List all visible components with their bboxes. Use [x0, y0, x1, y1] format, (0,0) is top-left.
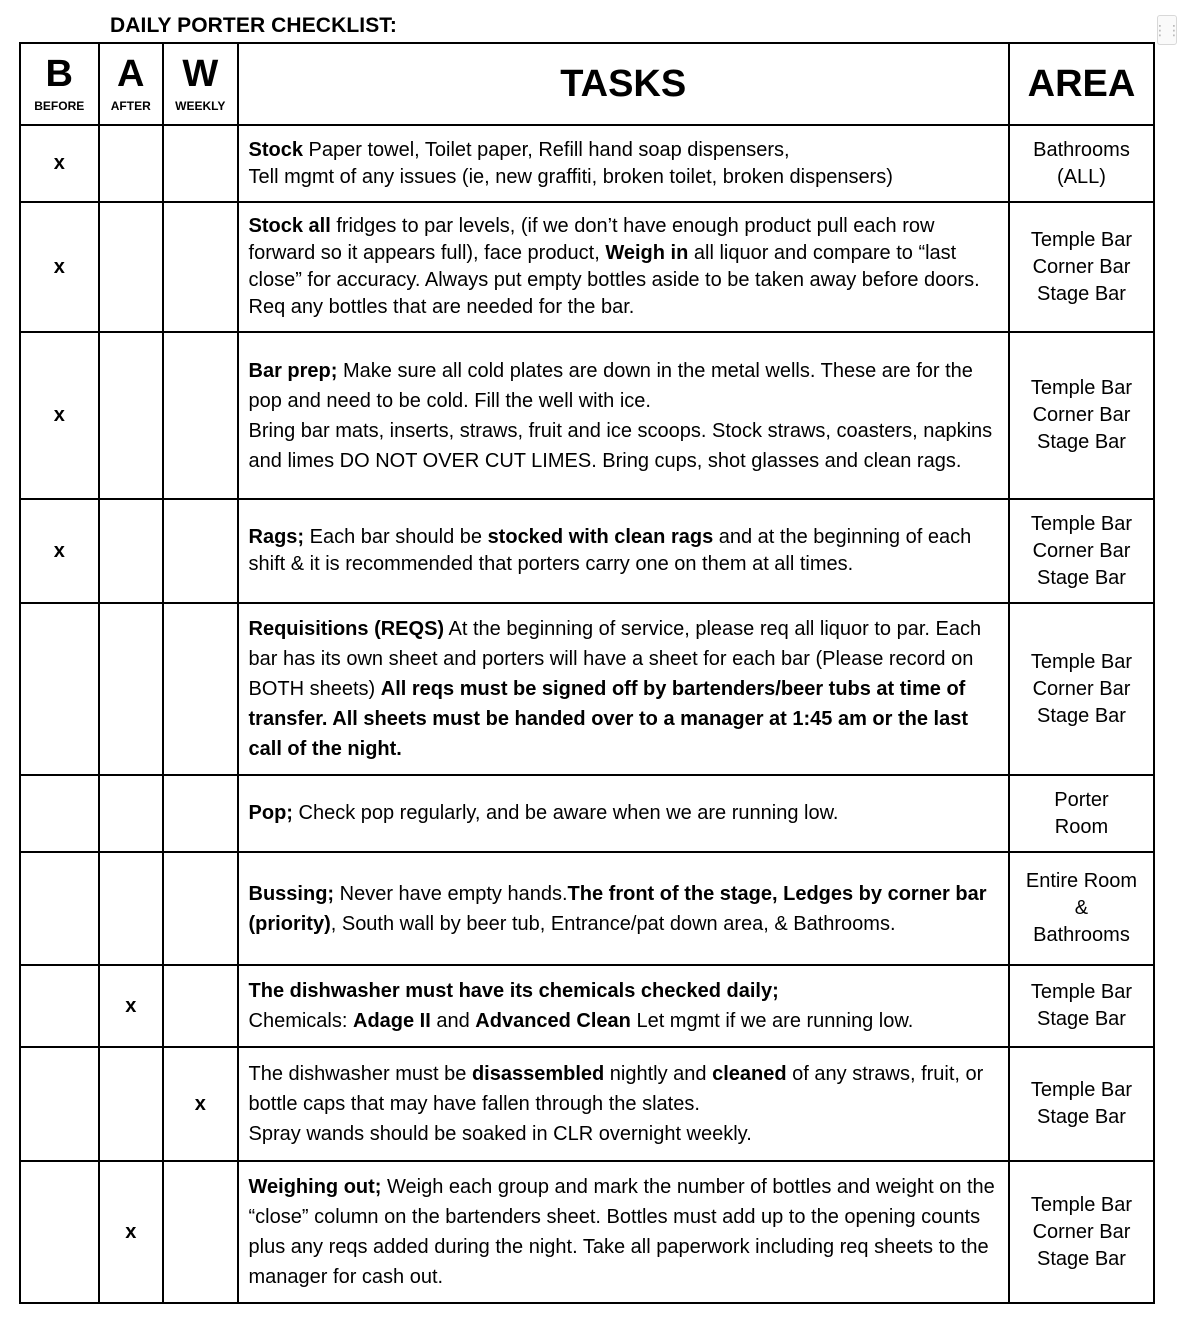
task-text: Each bar should be — [304, 526, 488, 548]
table-row — [20, 202, 1154, 332]
table-row — [20, 499, 1154, 603]
check-cell-weekly[interactable] — [163, 125, 238, 202]
task-text: Chemicals: — [248, 1010, 353, 1032]
task-text: Make sure all cold plates are down in the metal wells. These are for the pop and need to be cold. Fill the well with ice. — [248, 359, 973, 412]
task-text-bold: stocked with clean rags — [487, 526, 714, 548]
task-text: The dishwasher must be — [248, 1063, 472, 1085]
table-row — [20, 775, 1154, 852]
area-line: Temple Bar — [1030, 650, 1133, 673]
task-text: , South wall by beer tub, Entrance/pat down area, & Bathrooms. — [330, 912, 896, 935]
area-line: Stage Bar — [1037, 704, 1126, 727]
check-cell-before[interactable]: x — [20, 202, 99, 332]
task-text: Weigh each group and mark the number of bottles and weight on the “close” column on the bartenders sheet. Bottles must add up to the opening counts plus any reqs added during the night. Take all paperwork including req sheets to the manager for cash out. — [248, 1176, 995, 1288]
header-row — [20, 43, 1154, 125]
area-cell — [1009, 202, 1154, 332]
task-text-bold: Stock all — [248, 215, 331, 237]
task-text-bold: Advanced Clean — [475, 1010, 631, 1032]
check-cell-weekly[interactable] — [163, 965, 238, 1047]
area-line: (ALL) — [1057, 165, 1106, 188]
header-area: AREA — [1009, 43, 1154, 125]
check-cell-before[interactable] — [20, 1161, 99, 1303]
area-line: Temple Bar — [1030, 512, 1133, 535]
task-text-bold: Bar prep; — [248, 359, 338, 382]
check-cell-after[interactable] — [99, 125, 163, 202]
area-line: Temple Bar — [1030, 228, 1133, 251]
task-cell — [238, 775, 1009, 852]
check-cell-after[interactable] — [99, 852, 163, 965]
table-row — [20, 965, 1154, 1047]
task-text-bold: Requisitions (REQS) — [248, 618, 445, 640]
task-cell — [238, 1161, 1009, 1303]
task-text-bold: The front of the stage, Ledges by corner bar (priority) — [248, 882, 987, 935]
area-line: Stage Bar — [1037, 1008, 1126, 1030]
task-text: Check pop regularly, and be aware when we are running low. — [292, 802, 839, 824]
check-cell-before[interactable]: x — [20, 125, 99, 202]
table-row — [20, 1047, 1154, 1161]
area-cell — [1009, 775, 1154, 852]
area-line: Temple Bar — [1030, 377, 1133, 399]
task-text: Never have empty hands. — [334, 882, 568, 905]
area-line: Corner Bar — [1032, 1220, 1131, 1243]
check-cell-before[interactable] — [20, 965, 99, 1047]
area-line: Stage Bar — [1037, 1247, 1126, 1270]
task-text-bold: The dishwasher must have its chemicals checked daily; — [248, 980, 779, 1002]
task-text-bold: Weighing out; — [248, 1176, 382, 1198]
area-line: Stage Bar — [1037, 566, 1126, 589]
task-text: Tell mgmt of any issues (ie, new graffiti, broken toilet, broken dispensers) — [248, 165, 893, 188]
task-cell — [238, 1047, 1009, 1161]
check-cell-weekly[interactable] — [163, 775, 238, 852]
area-line: & — [1074, 897, 1089, 919]
check-cell-after[interactable] — [99, 775, 163, 852]
task-text-bold: disassembled — [471, 1063, 605, 1085]
task-cell — [238, 965, 1009, 1047]
check-cell-weekly[interactable] — [163, 332, 238, 499]
area-cell — [1009, 852, 1154, 965]
area-line: Corner Bar — [1032, 539, 1131, 562]
header-before — [20, 43, 99, 125]
task-cell — [238, 603, 1009, 775]
area-line: Room — [1054, 815, 1109, 838]
check-cell-weekly[interactable] — [163, 1161, 238, 1303]
check-cell-after[interactable]: x — [99, 1161, 163, 1303]
table-row — [20, 603, 1154, 775]
area-line: Bathrooms — [1033, 924, 1130, 946]
check-cell-before[interactable] — [20, 852, 99, 965]
task-text-bold: Weigh in — [605, 242, 689, 264]
check-cell-weekly[interactable] — [163, 852, 238, 965]
page-title: DAILY PORTER CHECKLIST: — [110, 14, 397, 37]
area-line: Corner Bar — [1032, 404, 1131, 426]
header-weekly-letter: W — [182, 53, 219, 95]
check-cell-weekly[interactable] — [163, 499, 238, 603]
task-text-bold: All reqs must be signed off by bartenders/beer tubs at time of transfer. All sheets must be handed over to a manager at 1:45 am or the last call of the night. — [248, 678, 969, 760]
task-text: and at the beginning of each shift & it is recommended that porters carry one on them at all times. — [248, 526, 972, 575]
area-cell — [1009, 332, 1154, 499]
task-text: Spray wands should be soaked in CLR overnight weekly. — [248, 1123, 752, 1145]
check-cell-before[interactable] — [20, 603, 99, 775]
task-text-bold: Bussing; — [248, 882, 335, 905]
task-text: Paper towel, Toilet paper, Refill hand soap dispensers, — [302, 138, 790, 161]
header-weekly-label: WEEKLY — [175, 99, 226, 113]
area-line: Stage Bar — [1037, 282, 1126, 305]
task-text: Let mgmt if we are running low. — [630, 1010, 914, 1032]
task-text: Bring bar mats, inserts, straws, fruit and ice scoops. Stock straws, coasters, napkins and limes DO NOT OVER CUT LIMES. Bring cups, shot glasses and clean rags. — [248, 419, 993, 472]
check-cell-after[interactable]: x — [99, 965, 163, 1047]
area-line: Bathrooms — [1033, 138, 1130, 161]
header-after-label: AFTER — [110, 99, 151, 113]
task-text: of any straws, fruit, or bottle caps that may have fallen through the slates. — [248, 1063, 984, 1115]
table-row — [20, 852, 1154, 965]
task-text-bold: Rags; — [248, 526, 305, 548]
task-cell — [238, 332, 1009, 499]
task-text-bold: Adage II — [353, 1010, 431, 1032]
area-cell — [1009, 1047, 1154, 1161]
check-cell-weekly[interactable] — [163, 202, 238, 332]
header-tasks: TASKS — [238, 43, 1009, 125]
task-text-bold: cleaned — [712, 1063, 787, 1085]
task-cell — [238, 202, 1009, 332]
header-before-letter: B — [45, 53, 73, 95]
header-weekly — [163, 43, 238, 125]
check-cell-after[interactable] — [99, 202, 163, 332]
area-cell — [1009, 603, 1154, 775]
check-cell-weekly[interactable] — [163, 603, 238, 775]
area-line: Temple Bar — [1030, 981, 1133, 1003]
check-cell-before[interactable]: x — [20, 499, 99, 603]
task-text: all liquor and compare to “last close” for accuracy. Always put empty bottles aside to be taken away before doors. Req any bottles that are needed for the bar. — [248, 242, 980, 318]
task-text: At the beginning of service, please req all liquor to par. Each bar has its own sheet and porters will have a sheet for each bar (Please record on BOTH sheets) — [248, 618, 982, 700]
header-after — [99, 43, 163, 125]
task-text-bold: Stock — [248, 138, 303, 161]
table-row — [20, 1161, 1154, 1303]
task-text: fridges to par levels, (if we don’t have enough product pull each row forward so it appears full), face product, — [248, 215, 935, 264]
table-row — [20, 332, 1154, 499]
area-line: Temple Bar — [1030, 1193, 1133, 1216]
task-text-bold: Pop; — [248, 802, 293, 824]
check-cell-before[interactable] — [20, 775, 99, 852]
area-line: Stage Bar — [1037, 1106, 1126, 1128]
area-line: Temple Bar — [1030, 1079, 1133, 1101]
area-cell — [1009, 499, 1154, 603]
check-cell-after[interactable] — [99, 499, 163, 603]
check-cell-before[interactable] — [20, 1047, 99, 1161]
task-cell — [238, 125, 1009, 202]
area-cell — [1009, 125, 1154, 202]
check-cell-after[interactable] — [99, 603, 163, 775]
area-line: Corner Bar — [1032, 255, 1131, 278]
task-cell — [238, 852, 1009, 965]
check-cell-after[interactable] — [99, 1047, 163, 1161]
check-cell-before[interactable]: x — [20, 332, 99, 499]
area-line: Stage Bar — [1037, 431, 1126, 453]
header-after-letter: A — [117, 53, 145, 95]
task-cell — [238, 499, 1009, 603]
table-row — [20, 125, 1154, 202]
area-cell — [1009, 1161, 1154, 1303]
check-cell-weekly[interactable]: x — [163, 1047, 238, 1161]
check-cell-after[interactable] — [99, 332, 163, 499]
header-before-label: BEFORE — [34, 99, 85, 113]
area-line: Entire Room — [1025, 870, 1138, 892]
area-line: Porter — [1054, 788, 1109, 811]
task-text: and — [430, 1010, 476, 1032]
task-text: nightly and — [604, 1063, 713, 1085]
area-cell — [1009, 965, 1154, 1047]
drag-handle-icon[interactable]: ⋮⋮ — [1157, 15, 1177, 45]
checklist-table — [19, 42, 1155, 1304]
area-line: Corner Bar — [1032, 677, 1131, 700]
